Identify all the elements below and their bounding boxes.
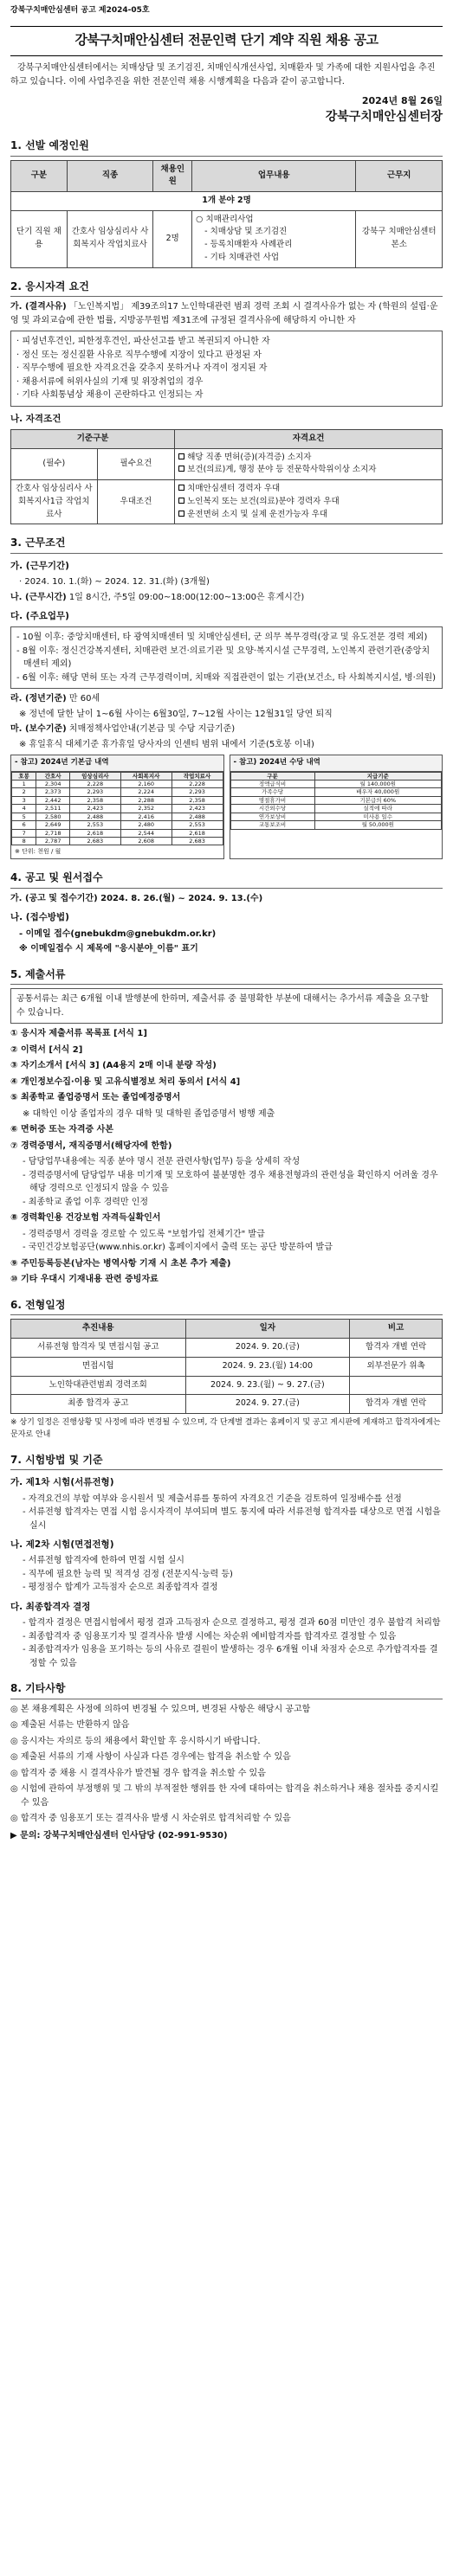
base-pay-cell: 2,618 <box>171 829 223 837</box>
disqualification-list <box>10 331 443 407</box>
allowance-box <box>230 755 443 859</box>
notice-number: 강북구치매안심센터 공고 제2024-05호 <box>10 6 150 15</box>
list-item: · 직무수행에 필요한 자격요건을 갖추지 못하거나 자격이 정지된 자 <box>16 363 268 374</box>
schedule-cell: 노인학대관련범죄 경력조회 <box>11 1376 186 1395</box>
base-pay-cell: 2 <box>12 788 36 796</box>
table-row <box>11 1357 443 1376</box>
base-pay-table <box>11 772 223 846</box>
base-pay-cell: 2,358 <box>69 796 120 804</box>
qual-category: 간호사 임상심리사 사회복지사1급 작업치료사 <box>11 480 98 524</box>
doc-item: ⑨ 주민등록등본(남자는 병역사항 기재 시 초본 추가 제출) <box>10 1258 231 1269</box>
qual-sub: 우대조건 <box>97 480 175 524</box>
base-pay-cell: 2,488 <box>171 813 223 820</box>
section-2-heading: 2. 응시자격 요건 <box>10 279 443 298</box>
doc-subnote: - 최종학교 졸업 이후 경력만 인정 <box>23 1197 149 1207</box>
allowance-cell: 정액급식비 <box>230 780 314 787</box>
doc-subnote: - 국민건강보험공단(www.nhis.or.kr) 홈페이지에서 출력 또는 공단 방문하여 발급 <box>23 1243 333 1253</box>
final-item: - 최종합격자가 임용을 포기하는 등의 사유로 결원이 발생하는 경우 6개월 이내 차점자 순으로 추가합격자를 결정할 수 있음 <box>23 1645 438 1668</box>
section-8-heading: 8. 기타사항 <box>10 1680 443 1699</box>
doc-item: ④ 개인정보수집·이용 및 고유식별정보 처리 동의서 [서식 4] <box>10 1076 241 1087</box>
base-pay-cell: 2,228 <box>69 780 120 787</box>
doc-subnote: - 담당업무내용에는 직종 분야 명시 전문 관련사항(업무) 등을 상세히 작성 <box>23 1157 301 1167</box>
base-pay-cell: 2,544 <box>120 829 171 837</box>
list-item: · 채용서류에 허위사실의 기재 및 위장취업의 경우 <box>16 376 204 387</box>
exam-1-item: - 자격요건의 부합 여부와 응시원서 및 제출서류를 통하여 자격요건 기준을 검토하여 일정배수를 선정 <box>23 1494 402 1504</box>
base-pay-cell: 2,718 <box>36 829 70 837</box>
duty-item: - 치매상담 및 조기검진 <box>204 227 288 237</box>
misc-item: ◎ 응시자는 자의로 등의 채용에서 확인할 후 응시하시기 바랍니다. <box>10 1736 261 1746</box>
th-duties: 업무내용 <box>192 160 356 191</box>
table-row <box>12 838 223 845</box>
documents-note: 공통서류는 최근 6개월 이내 발행분에 한하며, 제출서류 중 불명확한 부분에 대해서는 추가서류 제출을 요구할 수 있습니다. <box>10 988 443 1024</box>
final-label: 다. 최종합격자 결정 <box>10 1601 91 1612</box>
schedule-header: 비고 <box>350 1320 443 1339</box>
misc-item: ◎ 제출된 서류는 반환하지 않음 <box>10 1720 130 1731</box>
final-item: - 합격자 결정은 면접시험에서 평정 결과 고득점자 순으로 결정하고, 평정 결과 60점 미만인 경우 불합격 처리함 <box>23 1618 441 1628</box>
contact-info: ▶ 문의: 강북구치매안심센터 인사담당 (02-991-9530) <box>10 1830 228 1840</box>
doc-subnote: ※ 대학인 이상 졸업자의 경우 대학 및 대학원 졸업증명서 병행 제출 <box>23 1108 275 1119</box>
qual-items <box>175 448 443 479</box>
table-row <box>12 788 223 796</box>
career-list <box>10 626 443 689</box>
misc-list <box>10 1703 443 1826</box>
list-item: 치매안심센터 경력자 우대 <box>178 483 438 496</box>
list-item: · 기타 사회통념상 채용이 곤란하다고 인정되는 자 <box>16 390 204 401</box>
th-type: 구분 <box>11 160 68 191</box>
retire-age: 라. (정년기준) 만 60세 <box>10 694 100 704</box>
base-pay-title: - 참고) 2024년 기본급 내역 <box>11 755 223 771</box>
list-item: - 6월 이후: 해당 면허 또는 자격 근무경력이며, 치매와 직접관련이 없는 기관(보건소, 타 사회복지시설, 병·의원) <box>16 672 437 683</box>
schedule-cell: 2024. 9. 27.(금) <box>185 1395 350 1414</box>
base-pay-cell: 3 <box>12 796 36 804</box>
list-item: 보건(의료)계, 행정 분야 등 전문학사학위이상 소지자 <box>178 464 438 477</box>
work-hours: 나. (근무시간) 1일 8시간, 주5일 09:00~18:00(12:00~13:00은 휴게시간) <box>10 592 305 602</box>
allowance-cell: 실적에 따라 <box>314 805 441 813</box>
base-pay-cell: 2,618 <box>69 829 120 837</box>
allowance-cell: 기본급의 60% <box>314 796 441 804</box>
doc-item: ⑥ 면허증 또는 자격증 사본 <box>10 1125 113 1135</box>
schedule-cell: 2024. 9. 20.(금) <box>185 1339 350 1358</box>
exam-1-label: 가. 제1차 시험(서류전형) <box>10 1477 114 1488</box>
work-period-label: 가. (근무기간) <box>10 560 69 571</box>
base-pay-cell: 2,160 <box>120 780 171 787</box>
recruit-job: 간호사 임상심리사 사회복지사 작업치료사 <box>67 210 153 267</box>
disqualification-text: 가. (결격사유) 「노인복지법」 제39조의17 노인학대관련 범죄 경력 조회 시 결격사유가 없는 자 (학원의 설립‧운영 및 과외교습에 관한 법률, 지방공무원법 제31조에 규정된 결격사유에 해당하지 아니한 자 <box>10 302 438 325</box>
allowance-header: 지급기준 <box>314 772 441 780</box>
base-pay-cell: 2,553 <box>69 821 120 829</box>
table-row <box>11 1376 443 1395</box>
table-row <box>12 813 223 820</box>
allowance-cell: 명절휴가비 <box>230 796 314 804</box>
base-pay-cell: 2,608 <box>120 838 171 845</box>
schedule-cell: 합격자 개별 연락 <box>350 1339 443 1358</box>
table-row <box>230 780 442 787</box>
base-pay-note: ※ 단위: 천원 / 월 <box>15 848 61 856</box>
base-pay-cell: 2,423 <box>69 805 120 813</box>
base-pay-cell: 2,304 <box>36 780 70 787</box>
apply-method-label: 나. (접수방법) <box>10 912 69 923</box>
document-title: 강북구치매안심센터 전문인력 단기 계약 직원 채용 공고 <box>10 26 443 56</box>
list-item: 노인복지 또는 보건(의료)분야 경력자 우대 <box>178 496 438 509</box>
th-job: 직종 <box>67 160 153 191</box>
schedule-header: 추진내용 <box>11 1320 186 1339</box>
th-count: 채용인원 <box>153 160 192 191</box>
schedule-note: ※ 상기 일정은 진행상황 및 사정에 따라 변경될 수 있으며, 각 단계별 결과는 홈페이지 및 공고 게시판에 게재하고 합격자에게는 문자로 안내 <box>10 1417 441 1439</box>
exam-2-label: 나. 제2차 시험(면접전형) <box>10 1539 114 1551</box>
schedule-cell <box>350 1376 443 1395</box>
apply-period: 가. (공고 및 접수기간) 2024. 8. 26.(월) ~ 2024. 9. 13.(수) <box>10 893 263 903</box>
th-criteria: 기준구분 <box>11 429 175 448</box>
section-4-heading: 4. 공고 및 원서접수 <box>10 870 443 889</box>
base-pay-header: 간호사 <box>36 772 70 780</box>
qual-category: (필수) <box>11 448 98 479</box>
list-item: 해당 직종 면허(증)(자격증) 소지자 <box>178 452 438 465</box>
apply-email-note: ※ 이메일접수 시 제목에 "응시분야_이름" 표기 <box>19 944 198 954</box>
doc-item: ② 이력서 [서식 2] <box>10 1044 83 1055</box>
doc-item: ⑧ 경력확인용 건강보험 자격득실확인서 <box>10 1213 161 1224</box>
allowance-cell: 월 50,000원 <box>314 821 441 829</box>
misc-item: ◎ 합격자 중 임용포기 또는 결격사유 발생 시 차순위로 합격처리할 수 있음 <box>10 1814 291 1824</box>
exam-2-item: - 서류전형 합격자에 한하여 면접 시험 실시 <box>23 1556 184 1566</box>
list-item: · 정신 또는 정신질환 사유로 직무수행에 지장이 있다고 판정된 자 <box>16 350 262 360</box>
base-pay-header: 사회복지사 <box>120 772 171 780</box>
table-row <box>12 805 223 813</box>
section-3-heading: 3. 근무조건 <box>10 535 443 554</box>
base-pay-cell: 1 <box>12 780 36 787</box>
base-pay-cell: 2,488 <box>69 813 120 820</box>
section-6-heading: 6. 전형일정 <box>10 1297 443 1316</box>
qual-sub: 필수요건 <box>97 448 175 479</box>
allowance-title: - 참고) 2024년 수당 내역 <box>230 755 443 771</box>
intro-text: 강북구치매안심센터에서는 치매상담 및 조기검진, 치매인식개선사업, 치매환자 및 가족에 대한 지원사업을 추진하고 있습니다. 이에 사업추진을 위한 전문인력 채용 시행계획을 다음과 같이 공고합니다. <box>10 63 436 87</box>
base-pay-cell: 2,373 <box>36 788 70 796</box>
qual-items <box>175 480 443 524</box>
apply-email[interactable]: - 이메일 접수(gnebukdm@gnebukdm.or.kr) <box>19 928 217 939</box>
base-pay-cell: 2,293 <box>69 788 120 796</box>
table-row <box>230 821 442 829</box>
table-row <box>230 813 442 820</box>
doc-item: ③ 자기소개서 [서식 3] (A4용지 2매 이내 분량 작성) <box>10 1061 217 1071</box>
base-pay-cell: 2,358 <box>171 796 223 804</box>
allowance-cell: 가족수당 <box>230 788 314 796</box>
duty-item: - 등록치매환자 사례관리 <box>204 240 293 250</box>
recruit-table <box>10 160 443 268</box>
allowance-cell: 월 140,000원 <box>314 780 441 787</box>
th-place: 근무지 <box>356 160 443 191</box>
base-pay-cell: 2,228 <box>171 780 223 787</box>
allowance-table <box>230 772 443 830</box>
announce-date: 2024년 8월 26일 <box>361 95 443 107</box>
base-pay-cell: 2,511 <box>36 805 70 813</box>
schedule-header: 일자 <box>185 1320 350 1339</box>
schedule-cell: 면접시험 <box>11 1357 186 1376</box>
schedule-cell: 최종 합격자 공고 <box>11 1395 186 1414</box>
base-pay-cell: 2,442 <box>36 796 70 804</box>
work-period-value: · 2024. 10. 1.(화) ~ 2024. 12. 31.(화) (3개월) <box>19 577 210 588</box>
doc-subnote: - 경력증명서 경력을 경로할 수 있도록 "보험가입 전체기간" 발급 <box>23 1229 265 1239</box>
allowance-header: 구분 <box>230 772 314 780</box>
final-item: - 최종합격자 중 임용포기자 및 결격사유 발생 시에는 차순위 예비합격자를 합격자로 결정할 수 있음 <box>23 1631 397 1641</box>
exam-2-item: - 평정점수 합계가 고득점자 순으로 최종합격자 결정 <box>23 1583 218 1593</box>
organization-name: 강북구치매안심센터장 <box>325 110 443 125</box>
exam-2-item: - 직무에 필요한 능력 및 적격성 검정 (전문지식·능력 등) <box>23 1569 233 1579</box>
base-pay-cell: 2,423 <box>171 805 223 813</box>
table-row <box>12 829 223 837</box>
base-pay-cell: 2,683 <box>171 838 223 845</box>
duty-item: ○ 치매관리사업 <box>196 214 254 224</box>
table-row <box>230 788 442 796</box>
total-row: 1개 분야 2명 <box>11 191 443 210</box>
retire-note: ※ 정년에 달한 날이 1~6월 사이는 6월30일, 7~12월 사이는 12월31일 당연 퇴직 <box>19 709 333 719</box>
misc-item: ◎ 제출된 서류의 기재 사항이 사실과 다른 경우에는 합격을 취소할 수 있음 <box>10 1752 291 1763</box>
list-item: - 10월 이후: 중앙치매센터, 타 광역치매센터 및 치매안심센터, 군 의무 복무경력(장교 및 유도전문 경력 제외) <box>16 633 428 643</box>
salary-reference <box>10 755 443 859</box>
table-row <box>230 796 442 804</box>
base-pay-cell: 2,649 <box>36 821 70 829</box>
allowance-cell: 배우자 40,000원 <box>314 788 441 796</box>
pay-note: ※ 휴일휴식 대체기준 휴가휴일 당사자의 인센티 범위 내에서 기준(5호봉 이내) <box>19 739 314 749</box>
schedule-cell: 2024. 9. 23.(월) ~ 9. 27.(금) <box>185 1376 350 1395</box>
schedule-cell: 외부전문가 위촉 <box>350 1357 443 1376</box>
list-item: 운전면허 소지 및 실제 운전가능자 우대 <box>178 509 438 522</box>
section-1-heading: 1. 선발 예정인원 <box>10 138 443 157</box>
schedule-cell: 합격자 개별 연락 <box>350 1395 443 1414</box>
base-pay-cell: 2,416 <box>120 813 171 820</box>
doc-item: ⑤ 최종학교 졸업증명서 또는 졸업예정증명서 <box>10 1093 181 1103</box>
exam-1-item: - 서류전형 합격자는 면접 시험 응시자격이 부여되며 별도 통지에 따라 서류전형 합격자를 대상으로 면접 시험을 실시 <box>23 1507 441 1531</box>
base-pay-cell: 2,352 <box>120 805 171 813</box>
allowance-cell: 미사용 일수 <box>314 813 441 820</box>
base-pay-cell: 2,580 <box>36 813 70 820</box>
schedule-cell: 2024. 9. 23.(월) 14:00 <box>185 1357 350 1376</box>
doc-item: ⑦ 경력증명서, 재직증명서(해당자에 한함) <box>10 1140 172 1151</box>
doc-subnote: - 경력증명서에 담당업무 내용 미기재 및 모호하여 불분명한 경우 채용전형과의 관련성을 확인하지 어려울 경우 해당 경력으로 인정되지 않을 수 있음 <box>23 1170 438 1194</box>
recruit-duties <box>192 210 356 267</box>
doc-item: ⑩ 기타 우대시 기재내용 관련 증빙자료 <box>10 1275 159 1285</box>
table-row <box>12 780 223 787</box>
base-pay-cell: 2,553 <box>171 821 223 829</box>
table-row <box>12 796 223 804</box>
base-pay-cell: 2,787 <box>36 838 70 845</box>
table-row <box>11 1339 443 1358</box>
base-pay-cell: 2,683 <box>69 838 120 845</box>
table-row <box>12 821 223 829</box>
base-pay-cell: 2,480 <box>120 821 171 829</box>
duty-item: - 기타 치매관련 사업 <box>204 252 280 262</box>
base-pay-header: 임상심리사 <box>69 772 120 780</box>
base-pay-cell: 6 <box>12 821 36 829</box>
base-pay-header: 호봉 <box>12 772 36 780</box>
base-pay-cell: 2,224 <box>120 788 171 796</box>
base-pay-header: 작업치료사 <box>171 772 223 780</box>
base-pay-box <box>10 755 224 859</box>
list-item: · 피성년후견인, 피한정후견인, 파산선고를 받고 복권되지 아니한 자 <box>16 337 270 347</box>
th-requirement: 자격요건 <box>175 429 443 448</box>
misc-item: ◎ 본 채용계획은 사정에 의하여 변경될 수 있으며, 변경된 사항은 해당시 공고함 <box>10 1704 311 1714</box>
misc-item: ◎ 시험에 관하여 부정행위 및 그 밖의 부적절한 행위를 한 자에 대하여는 합격을 취소하거나 채용 절차를 중지시킬 수 있음 <box>10 1784 439 1808</box>
misc-item: ◎ 합격자 중 채용 시 결격사유가 발견될 경우 합격을 취소할 수 있음 <box>10 1768 266 1778</box>
base-pay-cell: 2,288 <box>120 796 171 804</box>
base-pay-cell: 2,293 <box>171 788 223 796</box>
schedule-cell: 서류전형 합격자 및 면접시험 공고 <box>11 1339 186 1358</box>
section-5-heading: 5. 제출서류 <box>10 967 443 986</box>
base-pay-cell: 7 <box>12 829 36 837</box>
recruit-place: 강북구 치매안심센터 본소 <box>356 210 443 267</box>
allowance-cell: 시간외수당 <box>230 805 314 813</box>
duties-label: 다. (주요업무) <box>10 611 69 622</box>
qualification-heading: 나. 자격조건 <box>10 413 61 424</box>
table-row <box>11 1395 443 1414</box>
recruit-count: 2명 <box>153 210 192 267</box>
base-pay-cell: 4 <box>12 805 36 813</box>
recruit-type: 단기 직원 채용 <box>11 210 68 267</box>
table-row <box>230 805 442 813</box>
list-item: - 8월 이후: 정신건강복지센터, 치매관련 보건·의료기관 및 요양·복지시설 근무경력, 노인복지 관련기관(중앙치매센터 제외) <box>16 646 430 670</box>
documents-list <box>10 1027 443 1287</box>
doc-item: ① 응시자 제출서류 목록표 [서식 1] <box>10 1029 147 1039</box>
base-pay-cell: 5 <box>12 813 36 820</box>
allowance-cell: 교통보조비 <box>230 821 314 829</box>
section-7-heading: 7. 시험방법 및 기준 <box>10 1452 443 1471</box>
allowance-cell: 연가보상비 <box>230 813 314 820</box>
schedule-table <box>10 1319 443 1414</box>
pay-basis: 마. (보수기준) 치매정책사업안내(기본급 및 수당 지급기준) <box>10 724 236 735</box>
qualification-table <box>10 429 443 524</box>
base-pay-cell: 8 <box>12 838 36 845</box>
